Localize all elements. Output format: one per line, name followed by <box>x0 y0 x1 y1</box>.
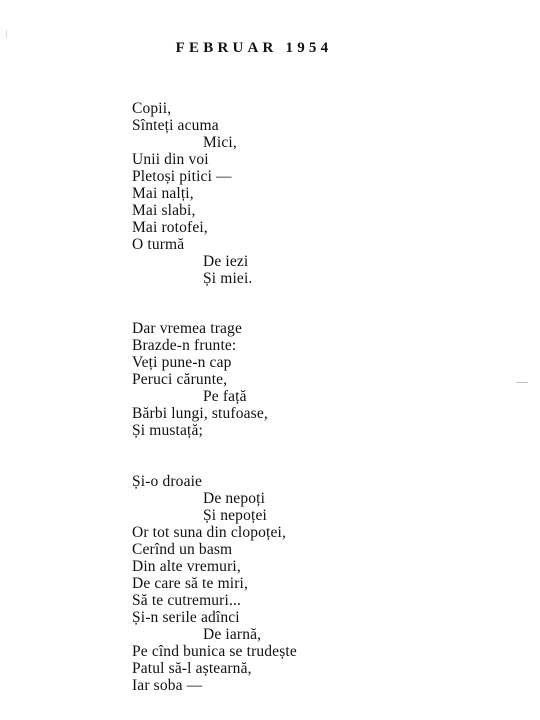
poem-line: De care să te miri, <box>132 575 249 592</box>
poem-line: Patul să-l aștearnă, <box>132 660 252 677</box>
poem-line: Mai nalți, <box>132 185 194 202</box>
poem-line: O turmă <box>132 236 185 253</box>
poem-line: Cerînd un basm <box>132 541 233 558</box>
poem-line: Și-n serile adînci <box>132 609 240 626</box>
poem-line: Pletoși pitici — <box>132 168 232 185</box>
poem-line: Și-o droaie <box>132 473 203 490</box>
poem-line: Să te cutremuri... <box>132 592 242 609</box>
poem-title: FEBRUAR 1954 <box>175 40 333 56</box>
poem-line: Sînteți acuma <box>132 117 219 134</box>
scan-mark <box>516 382 528 383</box>
poem-line: Mici, <box>203 134 237 151</box>
poem-line: De nepoți <box>203 490 266 507</box>
poem-line: Și nepoței <box>203 507 267 524</box>
poem-line: Pe față <box>203 388 247 405</box>
poem-line: Iar soba — <box>132 677 203 694</box>
poem-line: Și miei. <box>203 270 253 287</box>
poem-line: Mai slabi, <box>132 202 196 219</box>
scan-mark <box>6 30 7 38</box>
poem-line: De iezi <box>203 253 249 270</box>
poem-line: Copii, <box>132 100 172 117</box>
poem-line: Pe cînd bunica se trudește <box>132 643 297 660</box>
poem-line: Veți pune-n cap <box>132 354 232 371</box>
poem-line: Și mustață; <box>132 422 203 439</box>
poem-line: Or tot suna din clopoței, <box>132 524 286 541</box>
poem-line: Din alte vremuri, <box>132 558 241 575</box>
poem-line: Brazde-n frunte: <box>132 337 237 354</box>
poem-line: De iarnă, <box>203 626 262 643</box>
poem-line: Unii din voi <box>132 151 209 168</box>
poem-line: Bărbi lungi, stufoase, <box>132 405 268 422</box>
poem-line: Mai rotofei, <box>132 219 208 236</box>
poem-line: Peruci cărunte, <box>132 371 228 388</box>
poem-line: Dar vremea trage <box>132 320 242 337</box>
